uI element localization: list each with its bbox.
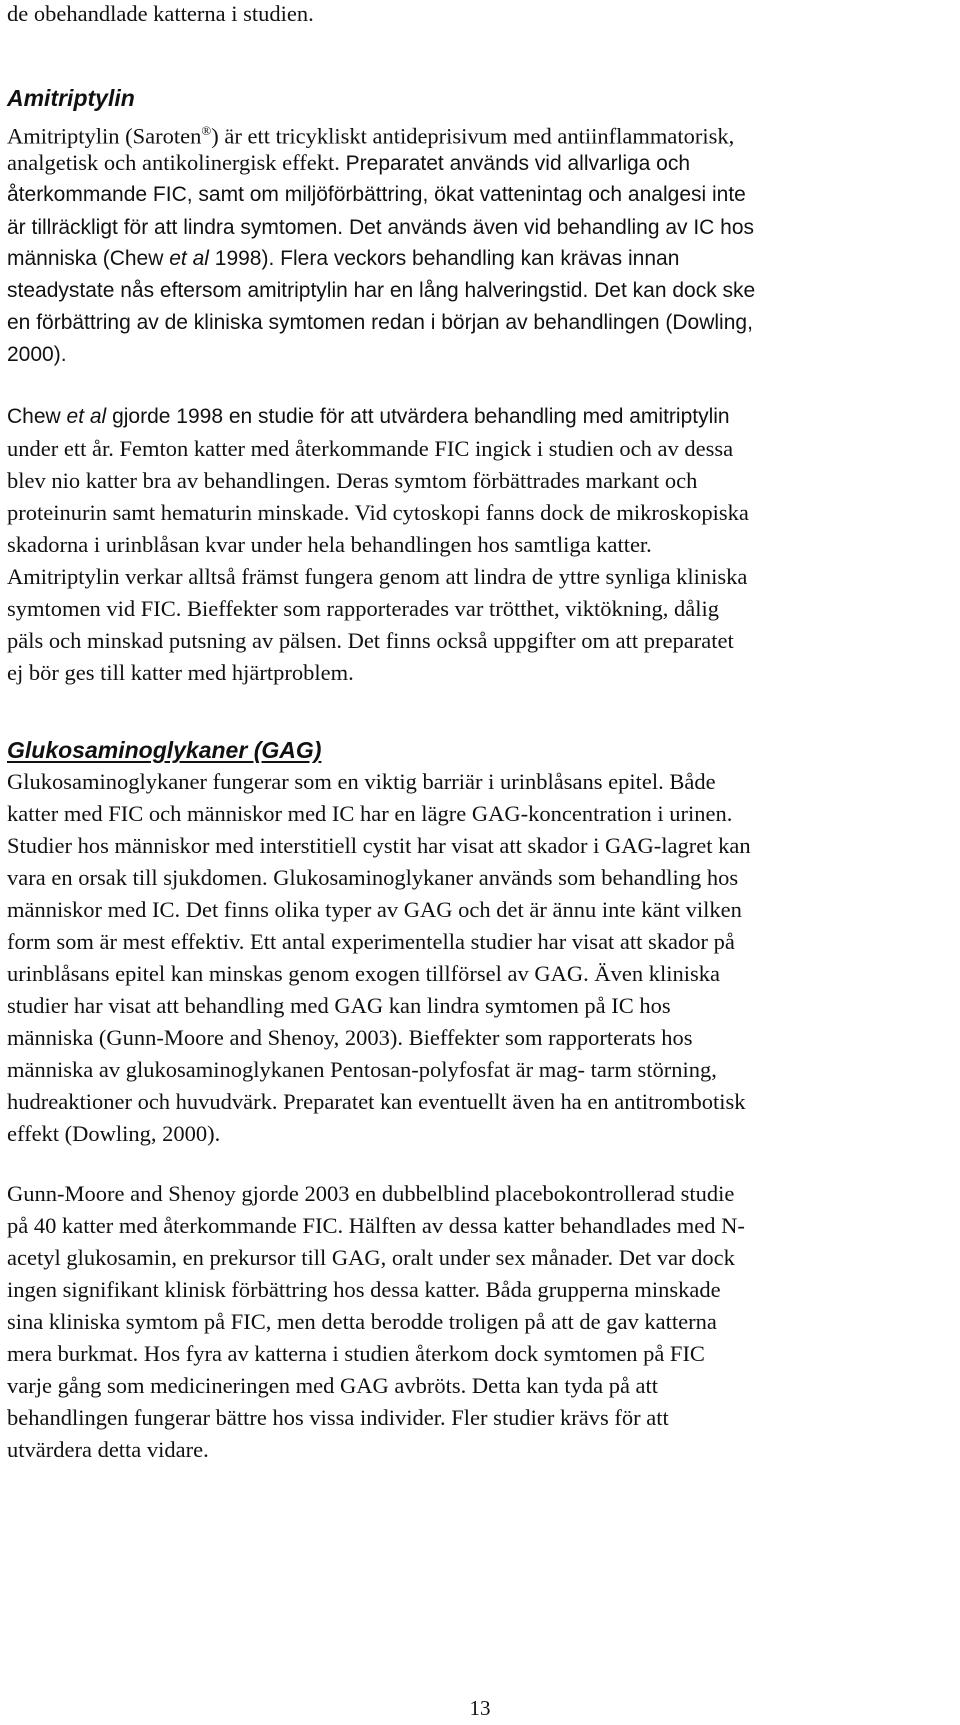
- text-line: effekt (Dowling, 2000).: [7, 1121, 221, 1146]
- text-line: sina kliniska symtom på FIC, men detta berodde troligen på att de gav katterna: [7, 1309, 717, 1334]
- intro-text-line: de obehandlade katterna i studien.: [7, 1, 314, 26]
- text-segment: 1998).: [208, 247, 275, 270]
- text-segment: steadystate nås eftersom amitriptylin har en lång halveringstid.: [7, 279, 589, 302]
- text-line: form som är mest effektiv. Ett antal experimentella studier har visat att skador på: [7, 929, 735, 954]
- text-line: människor med IC. Det finns olika typer av GAG och det är ännu inte känt vilken: [7, 897, 742, 922]
- page-number: 13: [469, 1696, 491, 1720]
- text-segment: ) är ett tricykliskt antideprisivum med antiinflammatorisk,: [211, 123, 735, 149]
- text-segment: människa (Chew: [7, 247, 170, 270]
- text-line: utvärdera detta vidare.: [7, 1437, 209, 1462]
- text-line: ej bör ges till katter med hjärtproblem.: [7, 660, 354, 685]
- text-line: varje gång som medicineringen med GAG avbröts. Detta kan tyda på att: [7, 1373, 659, 1398]
- text-segment: Preparatet används vid allvarliga och: [339, 152, 691, 175]
- text-line: [7, 149, 690, 178]
- section-heading-gag: Glukosaminoglykaner (GAG): [7, 737, 322, 763]
- text-line: på 40 katter med återkommande FIC. Hälften av dessa katter behandlades med N-: [7, 1213, 745, 1238]
- text-line: återkommande FIC, samt om miljöförbättring, ökat vattenintag och analgesi inte: [7, 183, 746, 206]
- text-segment: Chew: [7, 405, 67, 428]
- text-segment: Amitriptylin (Saroten: [7, 123, 202, 149]
- text-segment: analgetisk och antikolinergisk effekt.: [7, 150, 340, 175]
- text-segment: Det används även vid behandling av IC hos: [343, 216, 755, 239]
- text-line: symtomen vid FIC. Bieffekter som rapporterades var trötthet, viktökning, dålig: [7, 596, 719, 621]
- section-heading-amitriptylin: Amitriptylin: [7, 85, 135, 111]
- text-line: [7, 213, 754, 242]
- text-line: mera burkmat. Hos fyra av katterna i studien återkom dock symtomen på FIC: [7, 1341, 705, 1366]
- text-line: behandlingen fungerar bättre hos vissa individer. Fler studier krävs för att: [7, 1405, 669, 1430]
- text-line: [7, 277, 755, 305]
- text-segment: är tillräckligt för att lindra symtomen.: [7, 216, 344, 239]
- text-line: Amitriptylin verkar alltså främst fungera genom att lindra de yttre synliga kliniska: [7, 564, 748, 589]
- text-line: proteinurin samt hematurin minskade. Vid cytoskopi fanns dock de mikroskopiska: [7, 500, 749, 525]
- text-line: människa av glukosaminoglykanen Pentosan-polyfosfat är mag- tarm störning,: [7, 1057, 717, 1082]
- text-segment: Flera veckors behandling kan krävas innan: [274, 247, 680, 270]
- text-line: urinblåsans epitel kan minskas genom exogen tillförsel av GAG. Även kliniska: [7, 961, 720, 986]
- text-line: ingen signifikant klinisk förbättring hos dessa katter. Båda grupperna minskade: [7, 1277, 721, 1302]
- registered-mark: ®: [201, 123, 212, 138]
- text-line: Glukosaminoglykaner fungerar som en viktig barriär i urinblåsans epitel. Både: [7, 769, 716, 794]
- text-line: vara en orsak till sjukdomen. Glukosaminoglykaner används som behandling hos: [7, 865, 739, 890]
- text-line: människa (Gunn-Moore and Shenoy, 2003). Bieffekter som rapporterats hos: [7, 1025, 693, 1050]
- text-line: acetyl glukosamin, en prekursor till GAG, oralt under sex månader. Det var dock: [7, 1245, 735, 1270]
- text-line: studier har visat att behandling med GAG kan lindra symtomen på IC hos: [7, 993, 671, 1018]
- text-segment-italic: et al: [66, 405, 107, 428]
- text-line: hudreaktioner och huvudvärk. Preparatet kan eventuellt även ha en antitrombotisk: [7, 1089, 746, 1114]
- text-segment: gjorde 1998 en studie för att utvärdera behandling med amitriptylin: [106, 405, 730, 428]
- text-line: 2000).: [7, 343, 67, 366]
- text-segment-italic: et al: [169, 247, 209, 270]
- text-line: blev nio katter bra av behandlingen. Deras symtom förbättrades markant och: [7, 468, 698, 493]
- text-line: Gunn-Moore and Shenoy gjorde 2003 en dubbelblind placebokontrollerad studie: [7, 1181, 735, 1206]
- text-line: Studier hos människor med interstitiell cystit har visat att skador i GAG-lagret kan: [7, 833, 751, 858]
- text-line: skadorna i urinblåsan kvar under hela behandlingen hos samtliga katter.: [7, 532, 652, 557]
- text-line: en förbättring av de kliniska symtomen redan i början av behandlingen (Dowling,: [7, 311, 753, 334]
- text-line: under ett år. Femton katter med återkommande FIC ingick i studien och av dessa: [7, 436, 734, 461]
- text-line: [7, 117, 734, 151]
- text-line: katter med FIC och människor med IC har en lägre GAG-koncentration i urinen.: [7, 801, 733, 826]
- text-line: päls och minskad putsning av pälsen. Det finns också uppgifter om att preparatet: [7, 628, 734, 653]
- text-line: [7, 403, 730, 431]
- text-segment: Det kan dock ske: [588, 279, 756, 302]
- text-line: [7, 245, 679, 273]
